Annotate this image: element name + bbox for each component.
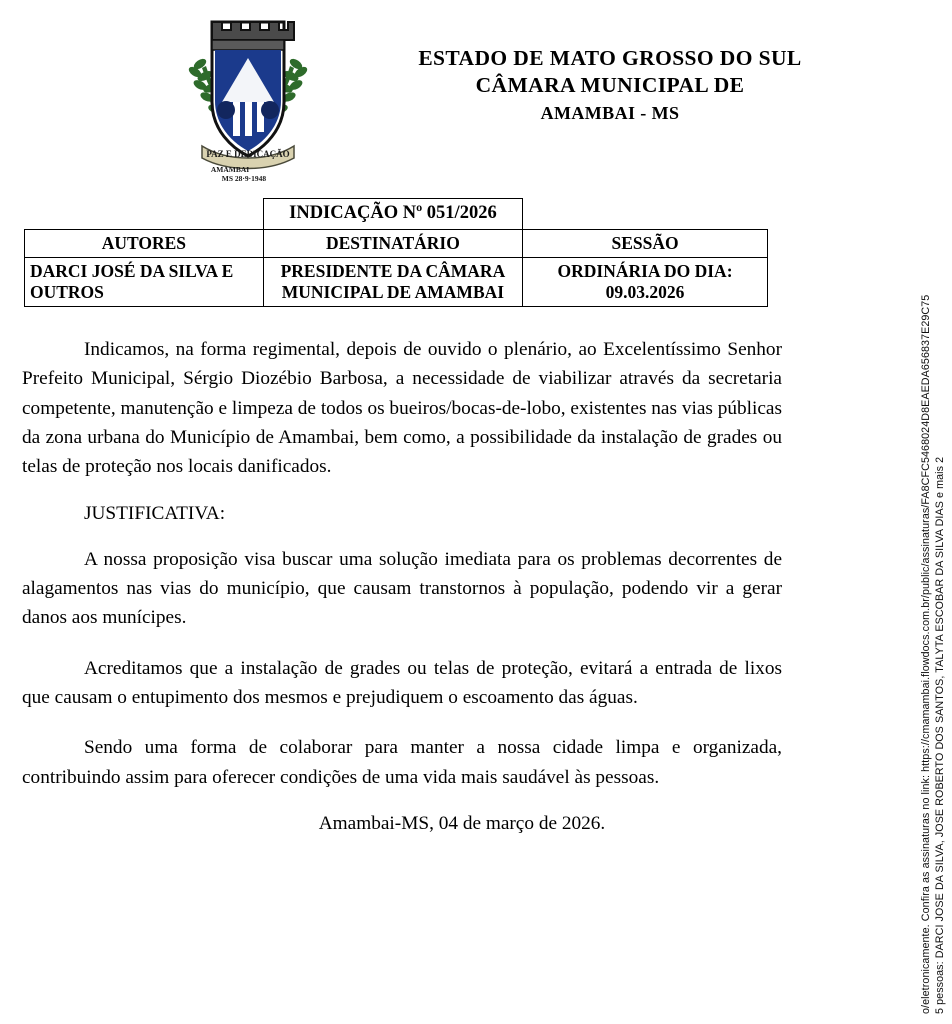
- section-title-justificativa: JUSTIFICATIVA:: [84, 502, 226, 524]
- table-cell-destinatario: PRESIDENTE DA CÂMARA MUNICIPAL DE AMAMBAI: [263, 258, 522, 307]
- table-cell-autores: DARCI JOSÉ DA SILVA E OUTROS: [25, 258, 264, 307]
- table-row-headers: [25, 230, 768, 258]
- svg-text:MS 28·9·1948: MS 28·9·1948: [221, 174, 267, 183]
- svg-text:AMAMBAI: AMAMBAI: [210, 165, 250, 174]
- paragraph-indication: Indicamos, na forma regimental, depois de ouvido o plenário, ao Excelentíssimo Senhor Prefeito Municipal, Sérgio Diozébio Barbosa, a necessidade de viabilizar através da secretaria competente, manutenção e limpeza de todos os bueiros/bocas-de-lobo, existentes nas vias públicas da zona urbana do Município de Amambai, bem como, a possibilidade da instalação de grades ou telas de proteção nos locais danificados.: [22, 339, 782, 478]
- table-header-sessao: SESSÃO: [523, 230, 768, 258]
- header-city-line: AMAMBAI - MS: [540, 102, 680, 123]
- header-chamber-line: CÂMARA MUNICIPAL DE: [475, 72, 745, 97]
- table-cell-empty-left: [25, 199, 264, 230]
- svg-text:PAZ E DEDICAÇÃO: PAZ E DEDICAÇÃO: [206, 149, 290, 159]
- paragraph-justification-1: A nossa proposição visa buscar uma solução imediata para os problemas decorrentes de alagamentos nas vias do município, que causam transtornos à população, podendo vir a gerar danos aos munícipes.: [22, 548, 782, 629]
- paragraph-justification-2: Acreditamos que a instalação de grades ou telas de proteção, evitará a entrada de lixos que causam o entupimento dos mesmos e prejudiquem o escoamento das águas.: [22, 657, 782, 708]
- header-state-line: ESTADO DE MATO GROSSO DO SUL: [418, 46, 802, 70]
- table-header-autores: AUTORES: [25, 230, 264, 258]
- paragraph-justification-3: Sendo uma forma de colaborar para manter a nossa cidade limpa e organizada, contribuindo assim para oferecer condições de uma vida mais saudável às pessoas.: [22, 737, 782, 788]
- table-cell-empty-right: [523, 199, 768, 230]
- document-header: [0, 0, 952, 198]
- table-cell-sessao: ORDINÁRIA DO DIA: 09.03.2026: [523, 258, 768, 307]
- indication-table: [24, 198, 768, 307]
- signature-strip-line-2[interactable]: o/eletronicamente. Confira as assinaturas no link: https://cmamambai.flowdocs.com.br/public/assinaturas/FA8CFC5468024D8EAEDA656837E29C75: [920, 294, 932, 1014]
- coat-of-arms-icon: [178, 6, 318, 184]
- closing-place-date: Amambai-MS, 04 de março de 2026.: [318, 812, 606, 834]
- signature-verification-strip: [904, 0, 950, 1024]
- table-row-title: [25, 199, 768, 230]
- document-body: [0, 335, 806, 835]
- table-row: [25, 258, 768, 307]
- table-header-destinatario: DESTINATÁRIO: [263, 230, 522, 258]
- header-titles: [330, 45, 890, 124]
- table-cell-indication-number: INDICAÇÃO Nº 051/2026: [263, 199, 522, 230]
- signature-strip-line-1: 5 pessoas: DARCI JOSE DA SILVA, JOSE ROBERTO DOS SANTOS, TALYTA ESCOBAR DA SILVA DIAS e mais 2: [934, 456, 946, 1014]
